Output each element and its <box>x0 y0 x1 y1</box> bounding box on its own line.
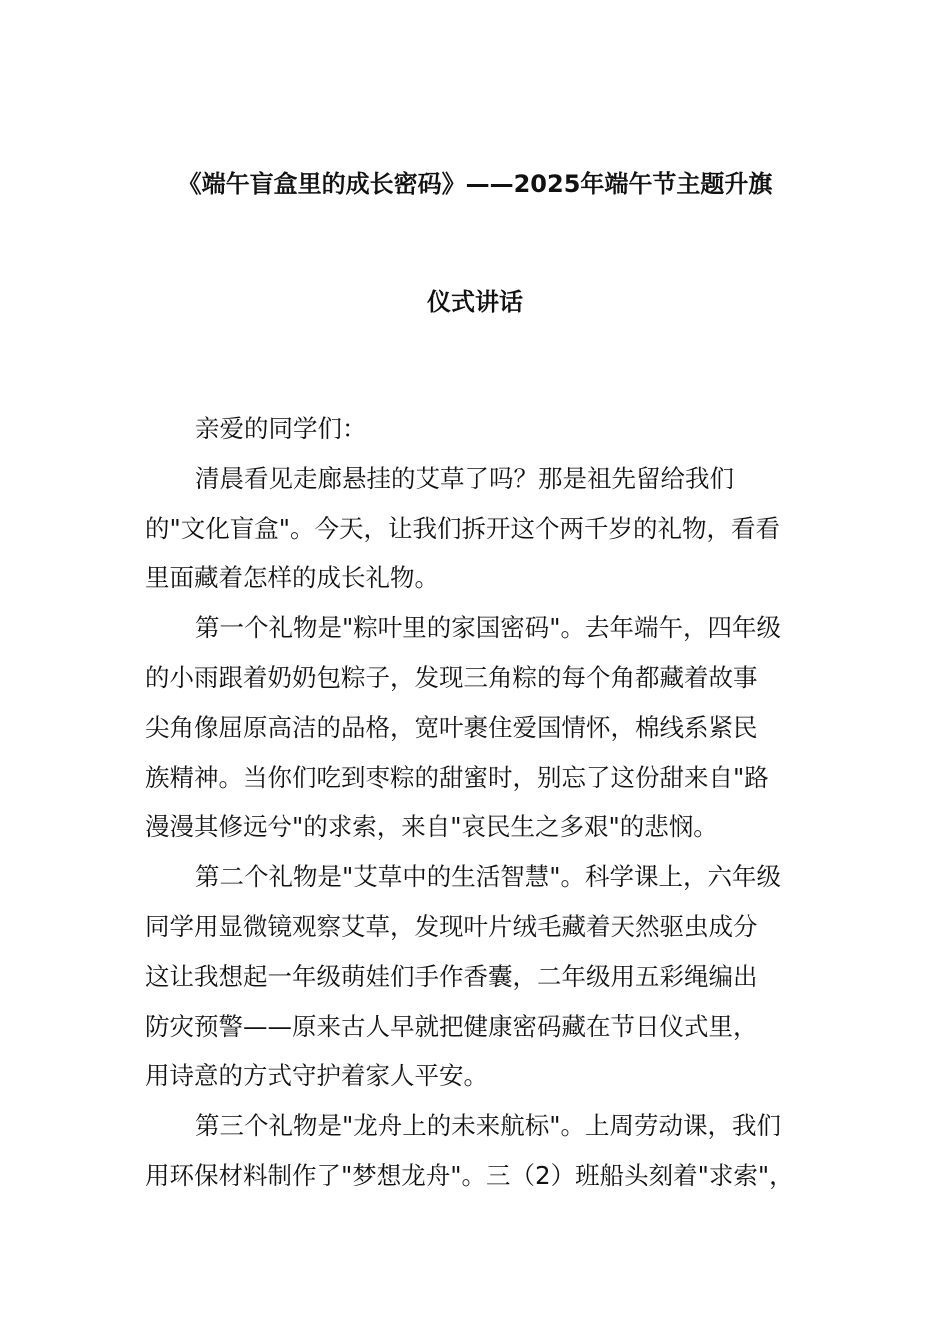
speech-body <box>145 404 825 1201</box>
text-line: 漫漫其修远兮"的求索，来自"哀民生之多艰"的悲悯。 <box>145 812 718 842</box>
text-line: 第三个礼物是"龙舟上的未来航标"。上周劳动课，我们 <box>195 1111 782 1141</box>
text-line: 里面藏着怎样的成长礼物。 <box>145 563 439 593</box>
text-line: 用环保材料制作了"梦想龙舟"。三（2）班船头刻着"求索"， <box>145 1160 794 1190</box>
text-line: 同学用显微镜观察艾草，发现叶片绒毛藏着天然驱虫成分 <box>145 911 758 941</box>
document-title-line-1: 《端午盲盒里的成长密码》——2025年端午节主题升旗 <box>177 170 773 198</box>
text-line: 清晨看见走廊悬挂的艾草了吗？那是祖先留给我们 <box>195 463 734 493</box>
text-line: 防灾预警——原来古人早就把健康密码藏在节日仪式里， <box>145 1011 758 1041</box>
text-line: 的小雨跟着奶奶包粽子，发现三角粽的每个角都藏着故事 <box>145 662 758 692</box>
text-line: 族精神。当你们吃到枣粽的甜蜜时，别忘了这份甜来自"路 <box>145 762 769 792</box>
text-line: 用诗意的方式守护着家人平安。 <box>145 1061 488 1091</box>
text-line: 第二个礼物是"艾草中的生活智慧"。科学课上，六年级 <box>195 862 782 892</box>
text-line: 亲爱的同学们： <box>195 414 367 443</box>
document-title-line-2: 仪式讲话 <box>427 288 523 316</box>
paragraph <box>145 603 825 852</box>
paragraph <box>145 454 825 603</box>
text-line: 第一个礼物是"粽叶里的家国密码"。去年端午，四年级 <box>195 613 782 643</box>
paragraph <box>145 1101 825 1201</box>
text-line: 尖角像屈原高洁的品格，宽叶裹住爱国情怀，棉线系紧民 <box>145 712 758 742</box>
salutation <box>145 404 825 454</box>
text-line: 这让我想起一年级萌娃们手作香囊，二年级用五彩绳编出 <box>145 961 758 991</box>
paragraph <box>145 852 825 1101</box>
text-line: 的"文化盲盒"。今天，让我们拆开这个两千岁的礼物，看看 <box>145 513 781 543</box>
